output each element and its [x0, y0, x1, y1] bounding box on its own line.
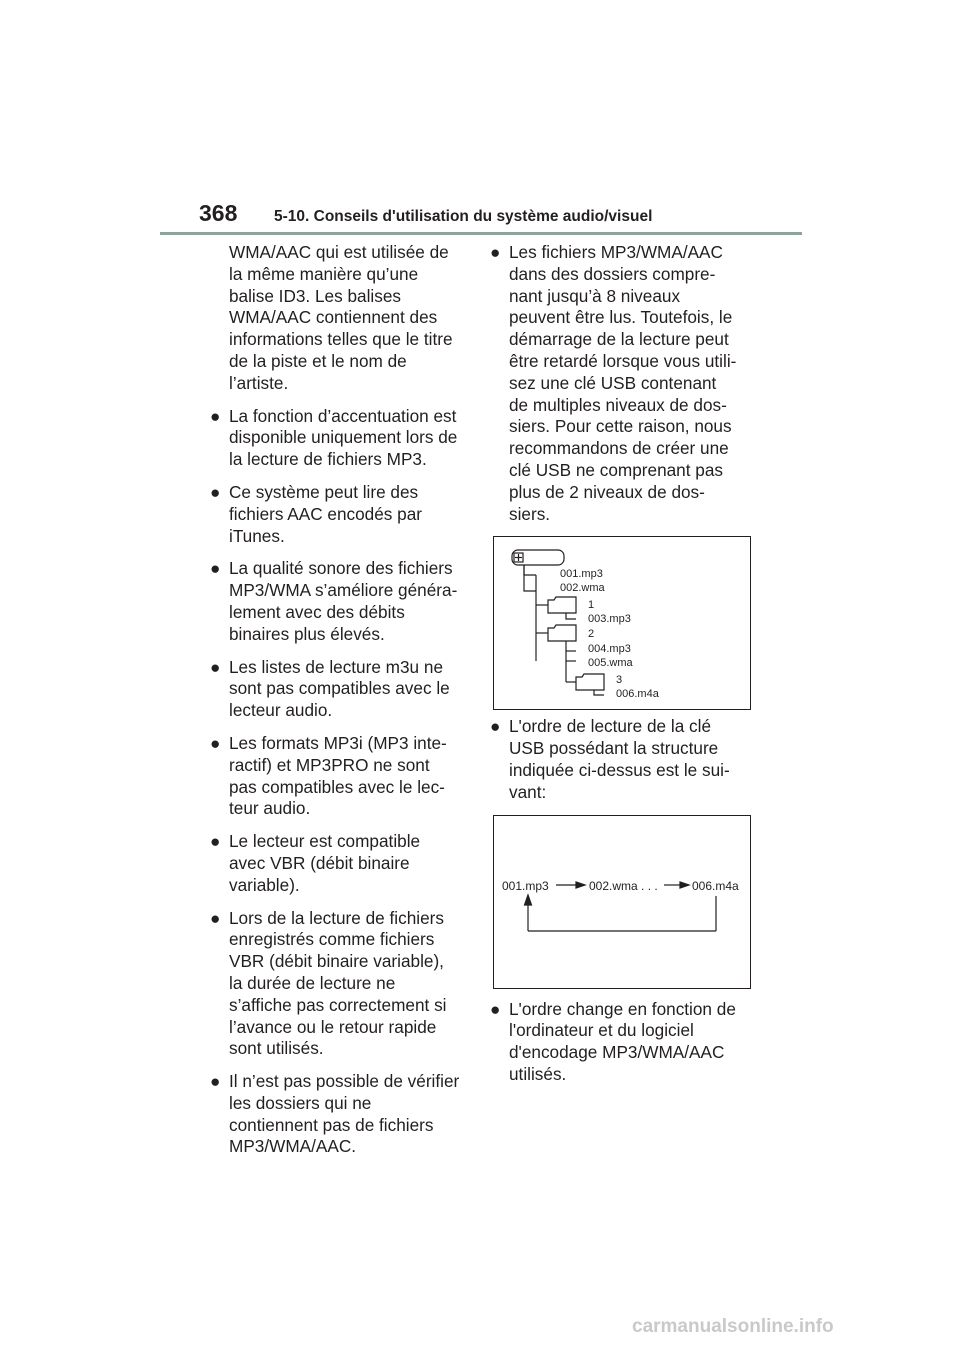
bullet-mp3i: ● Les formats MP3i (MP3 inte- ractif) et MP3PRO ne sont pas compatibles avec le lec- teur audio.	[210, 732, 447, 819]
header-rule	[160, 232, 802, 235]
bullet-icon: ●	[210, 481, 221, 502]
tree-file-004: 004.mp3	[588, 643, 631, 656]
bullet-empty-folders: ● Il n’est pas possible de vérifier les dossiers qui ne contiennent pas de fichiers MP3/WMA/AAC.	[210, 1071, 460, 1157]
folder-tree-diagram	[493, 536, 751, 710]
right-column	[490, 242, 760, 1097]
bullet-icon: ●	[490, 998, 501, 1019]
bullet-aac-itunes: ● Ce système peut lire des fichiers AAC encodés par iTunes.	[210, 481, 422, 546]
folder-icon-1	[548, 597, 576, 613]
bullet-vbr-duration: ● Lors de la lecture de fichiers enregistrés comme fichiers VBR (débit binaire variable), la durée de lecture ne s’affiche pas correctement si l’avance ou le retour rapide sont utilisés.	[210, 907, 447, 1059]
arrow-right-icon	[576, 882, 585, 888]
watermark: carmanualsonline.info	[632, 1316, 834, 1337]
bullet-accentuation: ● La fonction d’accentuation est disponible uniquement lors de la lecture de fichiers MP3.	[210, 405, 458, 470]
bullet-icon: ●	[490, 716, 501, 737]
arrow-up-icon	[525, 895, 532, 905]
order-last-file: 006.m4a	[692, 878, 739, 893]
intro-paragraph: WMA/AAC qui est utilisée de la même manière qu’une balise ID3. Les balises WMA/AAC contiennent des informations telles que le titre de la piste et le nom de l’artiste.	[229, 242, 453, 393]
playback-order-diagram	[493, 815, 751, 989]
bullet-icon: ●	[210, 558, 221, 579]
order-lines	[494, 816, 750, 988]
bullet-icon: ●	[490, 242, 501, 262]
folder-icon-2	[548, 625, 576, 641]
order-first-file: 001.mp3	[502, 878, 549, 893]
tree-file-003: 003.mp3	[588, 613, 631, 626]
page-number: 368	[199, 200, 238, 226]
bullet-icon: ●	[210, 732, 221, 753]
bullet-icon: ●	[210, 1071, 221, 1092]
bullet-m3u: ● Les listes de lecture m3u ne sont pas compatibles avec le lecteur audio.	[210, 656, 450, 721]
folder-icon-3	[576, 674, 604, 690]
tree-file-006: 006.m4a	[616, 688, 659, 701]
tree-folder-2: 2	[588, 628, 595, 641]
bullet-icon: ●	[210, 405, 221, 426]
order-middle-files: 002.wma . . .	[589, 878, 658, 893]
tree-folder-3: 3	[616, 674, 623, 687]
bullet-icon: ●	[210, 831, 221, 852]
left-column	[210, 242, 480, 1169]
bullet-vbr: ● Le lecteur est compatible avec VBR (débit binaire variable).	[210, 831, 421, 895]
tree-folder-1: 1	[588, 599, 595, 612]
tree-file-001: 001.mp3	[560, 568, 603, 581]
bullet-folder-levels: ● Les fichiers MP3/WMA/AAC dans des dossiers compre- nant jusqu’à 8 niveaux peuvent être lus. Toutefois, le démarrage de la lecture peut être retardé lorsque vous utili- sez une clé USB contenant de multiples niveaux de dos- siers. Pour cette raison, nous recommandons de créer une clé USB ne comprenant pas plus de 2 niveaux de dos- siers.	[490, 242, 737, 524]
section-title: 5-10. Conseils d'utilisation du système audio/visuel	[274, 208, 653, 225]
tree-file-002: 002.wma	[560, 582, 605, 595]
tree-file-005: 005.wma	[588, 657, 633, 670]
bullet-order-changes: ● L'ordre change en fonction de l'ordinateur et du logiciel d'encodage MP3/WMA/AAC utilisés.	[490, 998, 736, 1084]
bullet-icon: ●	[210, 907, 221, 928]
bullet-sound-quality: ● La qualité sonore des fichiers MP3/WMA s’améliore généra- lement avec des débits binaires plus élevés.	[210, 558, 458, 644]
arrow-right-icon	[680, 882, 689, 888]
bullet-playback-order: ● L'ordre de lecture de la clé USB possédant la structure indiquée ci-dessus est le sui- vant:	[490, 716, 730, 802]
bullet-icon: ●	[210, 656, 221, 677]
